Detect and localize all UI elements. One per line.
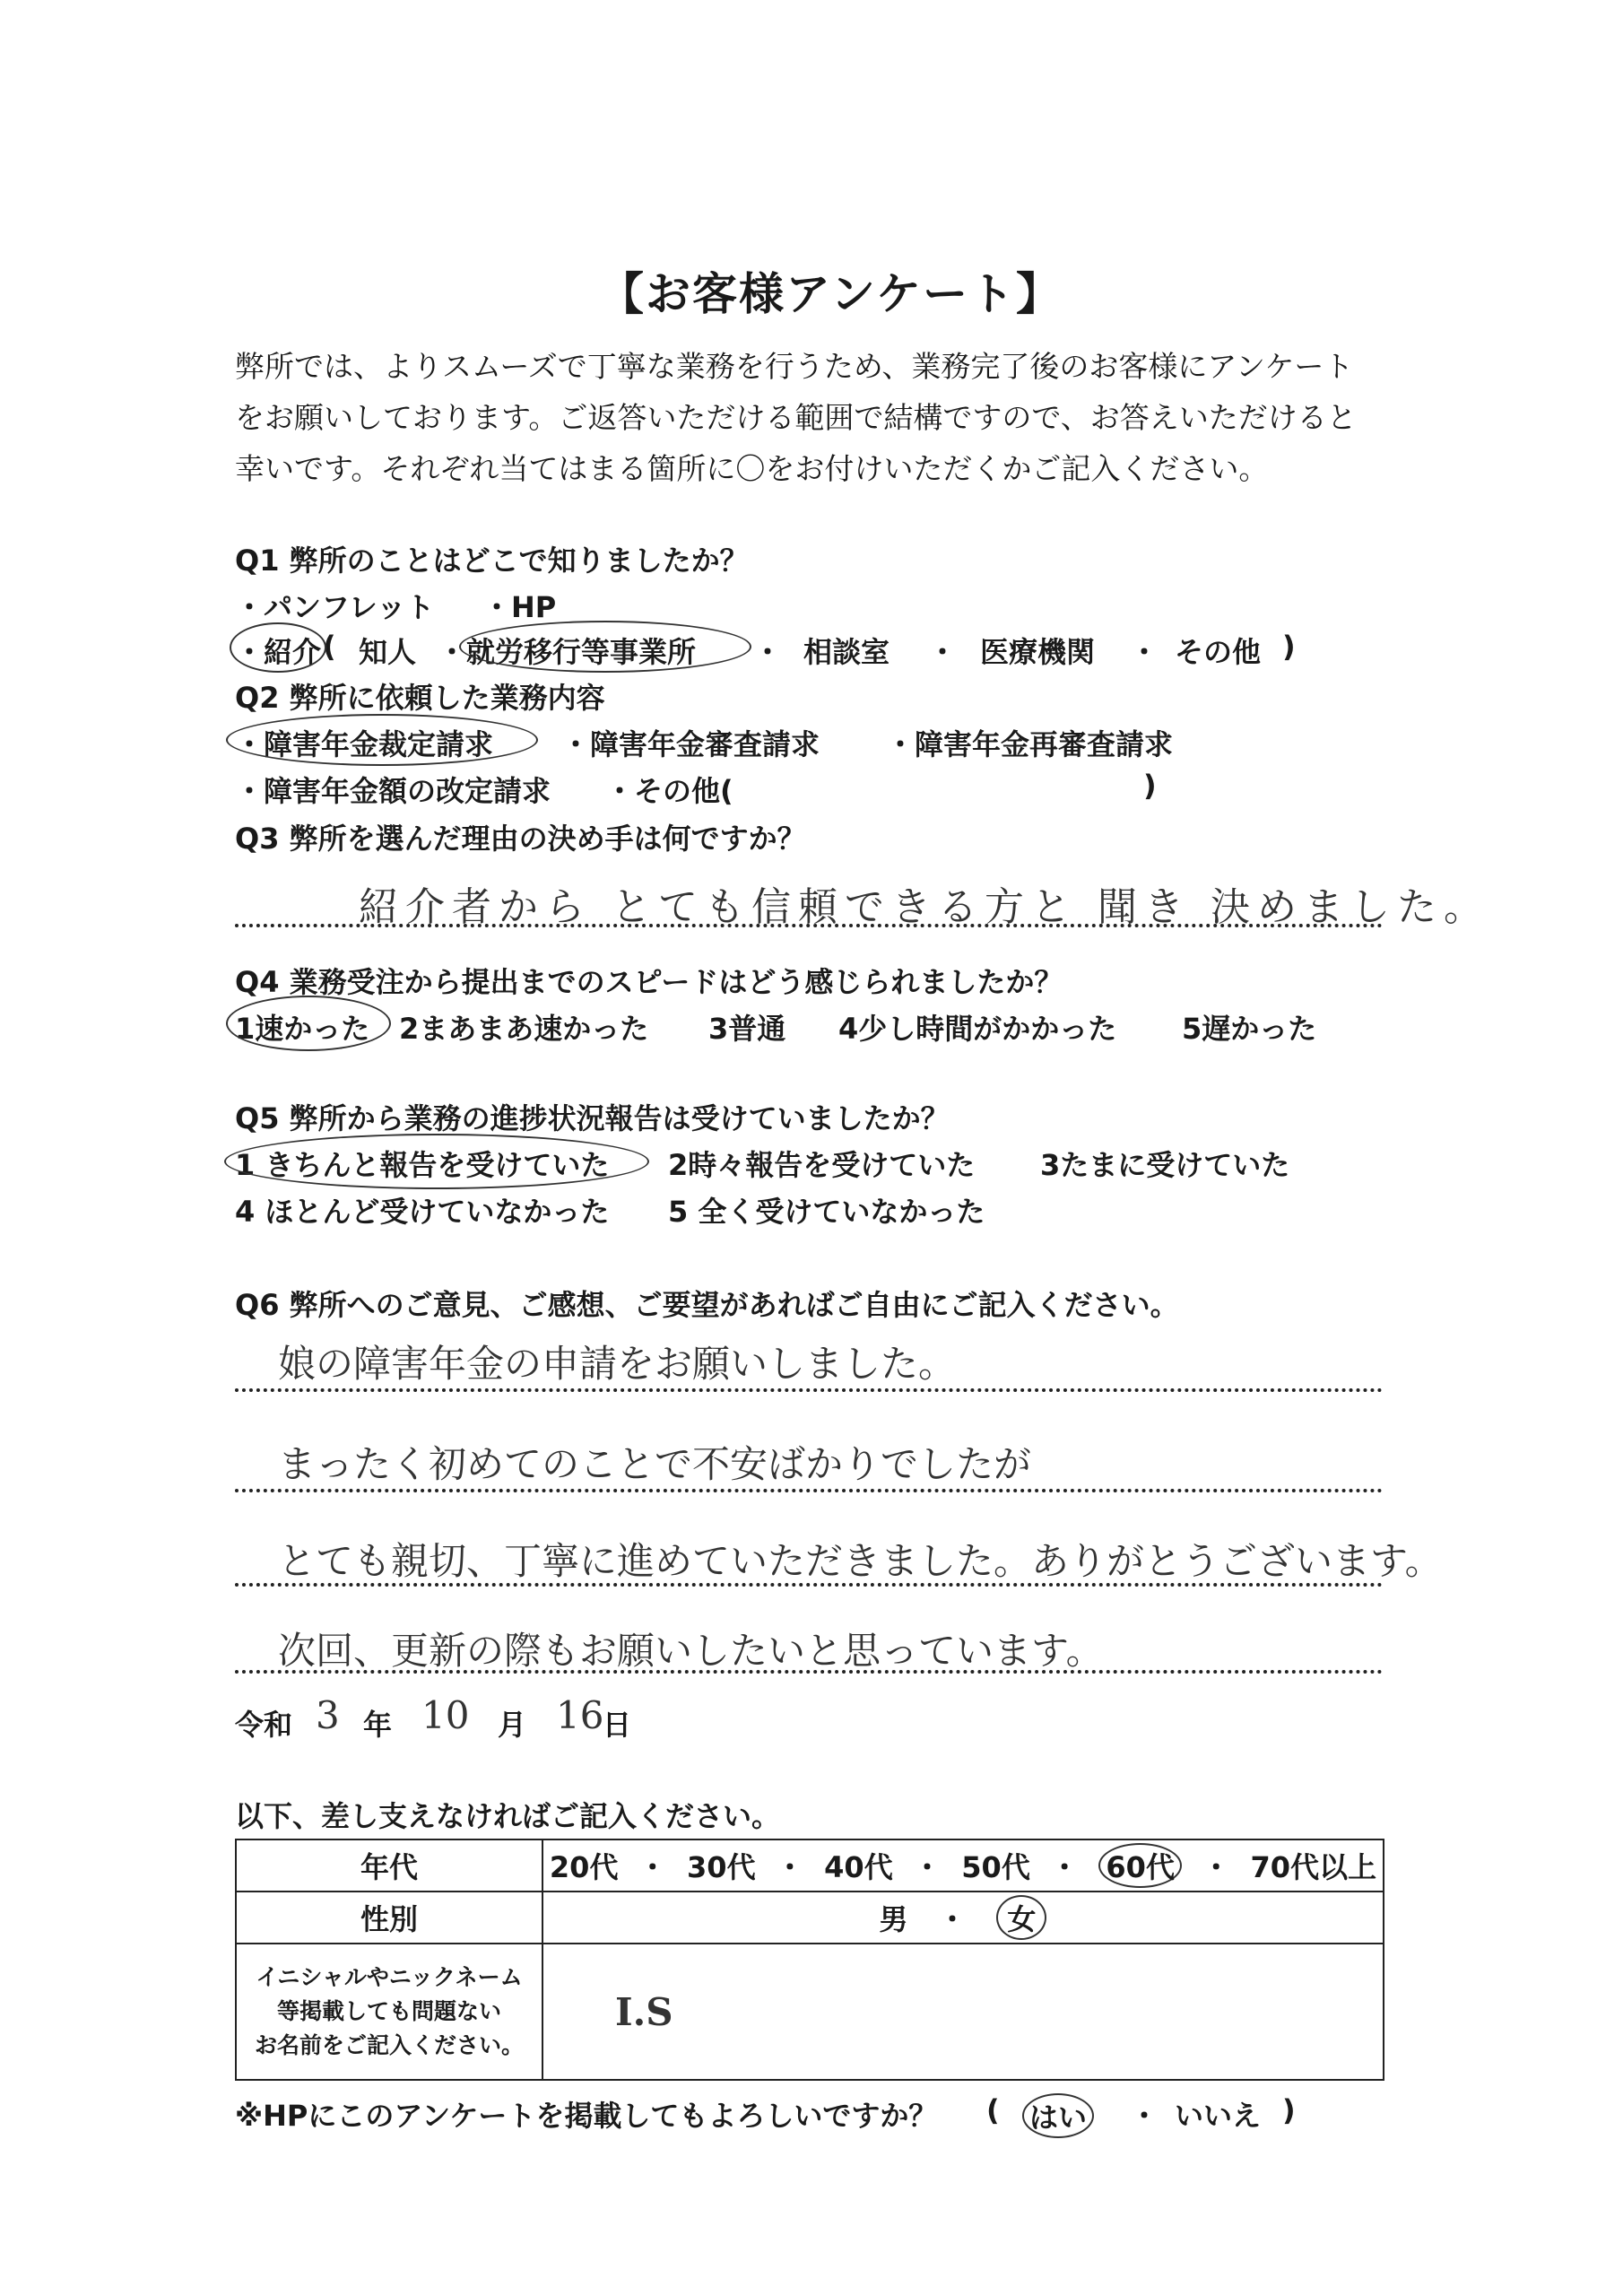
answer-line bbox=[235, 924, 1383, 927]
q6-answer-line[interactable]: とても親切、丁寧に進めていただきました。ありがとうございます。 bbox=[278, 1539, 1443, 1583]
q2-option-1[interactable]: ・障害年金裁定請求 bbox=[235, 727, 494, 761]
q1-sub-separator: ・ bbox=[928, 635, 958, 669]
q2-option-3[interactable]: ・障害年金再審査請求 bbox=[886, 727, 1174, 761]
q1-sub-other[interactable]: その他 bbox=[1175, 635, 1262, 669]
q1-sub-open: ( bbox=[323, 630, 336, 664]
q5-option-5[interactable]: 5 全く受けていなかった bbox=[668, 1195, 985, 1229]
q1-sub-consult[interactable]: 相談室 bbox=[803, 635, 890, 669]
name-row bbox=[236, 1944, 1384, 2080]
intro-line: をお願いしております。ご返答いただける範囲で結構ですので、お答えいただけると bbox=[235, 400, 1357, 435]
age-option[interactable]: 40代 bbox=[824, 1850, 893, 1884]
q2-option-2[interactable]: ・障害年金審査請求 bbox=[561, 727, 820, 761]
q1-sub-separator: ・ bbox=[438, 635, 467, 669]
answer-line bbox=[235, 1489, 1383, 1492]
separator: ・ bbox=[917, 1902, 987, 1936]
q4-option-3[interactable]: 3普通 bbox=[708, 1012, 786, 1046]
intro-text bbox=[235, 341, 1357, 494]
separator: ・ bbox=[628, 1850, 677, 1884]
name-value[interactable]: I.S bbox=[615, 1989, 673, 2034]
name-label bbox=[236, 1944, 542, 2080]
q2-option-4[interactable]: ・障害年金額の改定請求 bbox=[235, 774, 551, 808]
gender-option-female-selected[interactable]: 女 bbox=[996, 1895, 1046, 1940]
answer-line bbox=[235, 1388, 1383, 1392]
gender-option-male[interactable]: 男 bbox=[879, 1902, 908, 1936]
optional-note: 以下、差し支えなければご記入ください。 bbox=[235, 1799, 781, 1833]
q5-option-2[interactable]: 2時々報告を受けていた bbox=[668, 1148, 976, 1182]
date-day-unit: 日 bbox=[603, 1708, 632, 1742]
age-option[interactable]: 70代以上 bbox=[1250, 1850, 1377, 1884]
separator: ・ bbox=[765, 1850, 815, 1884]
page-title: 【お客様アンケート】 bbox=[599, 268, 1063, 320]
q5-option-4[interactable]: 4 ほとんど受けていなかった bbox=[235, 1195, 610, 1229]
separator: ・ bbox=[1192, 1850, 1241, 1884]
date-day-value[interactable]: 16 bbox=[556, 1693, 604, 1737]
age-option[interactable]: 30代 bbox=[687, 1850, 756, 1884]
separator: ・ bbox=[1039, 1850, 1089, 1884]
q5-question: Q5 弊所から業務の進捗状況報告は受けていましたか？ bbox=[235, 1101, 950, 1135]
hp-consent-yes-selected[interactable]: はい bbox=[1022, 2093, 1094, 2138]
hp-consent-no[interactable]: いいえ bbox=[1175, 2099, 1262, 2133]
q4-option-2[interactable]: 2まあまあ速かった bbox=[399, 1012, 649, 1046]
intro-line: 幸いです。それぞれ当てはまる箇所に〇をお付けいただくかご記入ください。 bbox=[235, 451, 1269, 486]
age-option[interactable]: 50代 bbox=[961, 1850, 1030, 1884]
separator: ・ bbox=[902, 1850, 952, 1884]
gender-label: 性別 bbox=[236, 1892, 542, 1944]
intro-line: 弊所では、よりスムーズで丁寧な業務を行うため、業務完了後のお客様にアンケート bbox=[235, 349, 1354, 384]
name-value-cell[interactable] bbox=[542, 1944, 1384, 2080]
age-label: 年代 bbox=[236, 1839, 542, 1892]
gender-options bbox=[542, 1892, 1384, 1944]
age-option-selected[interactable]: 60代 bbox=[1098, 1843, 1182, 1888]
date-year-value[interactable]: 3 bbox=[316, 1693, 340, 1737]
date-year-unit: 年 bbox=[363, 1708, 393, 1742]
date-month-unit: 月 bbox=[498, 1708, 527, 1742]
q5-option-1[interactable]: 1 きちんと報告を受けていた bbox=[235, 1148, 610, 1182]
date-month-value[interactable]: 10 bbox=[421, 1693, 470, 1737]
q4-option-5[interactable]: 5遅かった bbox=[1182, 1012, 1317, 1046]
name-label-line: 等掲載しても問題ない bbox=[276, 1998, 501, 2024]
q1-sub-medical[interactable]: 医療機関 bbox=[980, 635, 1096, 669]
gender-row bbox=[236, 1892, 1384, 1944]
answer-line bbox=[235, 1583, 1383, 1587]
q2-option-5-close: ) bbox=[1143, 769, 1157, 803]
q6-answer-line[interactable]: まったく初めてのことで不安ばかりでしたが bbox=[278, 1442, 1032, 1486]
q1-option-hp[interactable]: ・HP bbox=[482, 590, 557, 624]
q3-question: Q3 弊所を選んだ理由の決め手は何ですか？ bbox=[235, 822, 806, 856]
q6-question: Q6 弊所へのご意見、ご感想、ご要望があればご自由にご記入ください。 bbox=[235, 1288, 1179, 1322]
q4-option-4[interactable]: 4少し時間がかかった bbox=[838, 1012, 1117, 1046]
q1-sub-employment[interactable]: 就労移行等事業所 bbox=[466, 635, 697, 669]
q4-question: Q4 業務受注から提出までのスピードはどう感じられましたか？ bbox=[235, 965, 1063, 999]
q5-option-3[interactable]: 3たまに受けていた bbox=[1040, 1148, 1290, 1182]
date-era: 令和 bbox=[235, 1708, 293, 1742]
q1-option-referral[interactable]: ・紹介 bbox=[235, 635, 322, 669]
q1-sub-separator: ・ bbox=[753, 635, 783, 669]
hp-consent-question: ※HPにこのアンケートを掲載してもよろしいですか？ bbox=[235, 2099, 938, 2133]
q1-sub-acquaintance[interactable]: 知人 bbox=[359, 635, 417, 669]
q4-option-1[interactable]: 1速かった bbox=[235, 1012, 370, 1046]
q1-question: Q1 弊所のことはどこで知りましたか？ bbox=[235, 544, 749, 578]
q2-question: Q2 弊所に依頼した業務内容 bbox=[235, 681, 605, 715]
q2-option-5[interactable]: ・その他( bbox=[605, 774, 733, 808]
q1-option-pamphlet[interactable]: ・パンフレット bbox=[235, 590, 435, 624]
q6-answer-line[interactable]: 次回、更新の際もお願いしたいと思っています。 bbox=[278, 1629, 1104, 1673]
hp-consent-open: ( bbox=[986, 2093, 1000, 2127]
separator: ・ bbox=[1130, 2099, 1159, 2133]
info-table bbox=[235, 1839, 1384, 2081]
name-label-line: イニシャルやニックネーム bbox=[256, 1964, 523, 1990]
age-options bbox=[542, 1839, 1384, 1892]
hp-consent-close: ) bbox=[1282, 2093, 1296, 2127]
name-label-line: お名前をご記入ください。 bbox=[254, 2032, 524, 2058]
q1-sub-separator: ・ bbox=[1130, 635, 1159, 669]
q6-answer-line[interactable]: 娘の障害年金の申請をお願いしました。 bbox=[278, 1342, 957, 1386]
age-row bbox=[236, 1839, 1384, 1892]
answer-line bbox=[235, 1670, 1383, 1674]
q1-sub-close: ) bbox=[1282, 630, 1296, 664]
age-option[interactable]: 20代 bbox=[549, 1850, 619, 1884]
q3-answer[interactable]: 紹介者から とても信頼できる方と 聞き 決めました。 bbox=[359, 884, 1490, 930]
